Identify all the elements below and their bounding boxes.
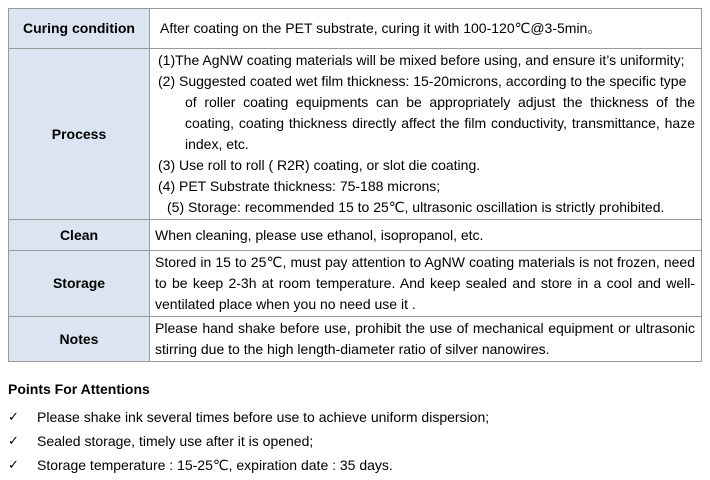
attentions-list [8, 405, 489, 477]
process-line: index, etc. [185, 136, 249, 152]
attentions-title: Points For Attentions [8, 381, 150, 397]
list-item [8, 429, 489, 453]
table-row-notes [9, 317, 702, 362]
list-item-text: Please shake ink several times before use to achieve uniform dispersion; [37, 409, 490, 425]
process-line: coating, coating thickness directly affect the film conductivity, transmittance, haze [185, 115, 695, 131]
process-line: (1)The AgNW coating materials will be mixed before using, and ensure it’s uniformity; [158, 52, 685, 68]
row-label: Process [9, 49, 150, 220]
process-line: of roller coating equipments can be appropriately adjust the thickness of the [185, 94, 695, 110]
table-row-clean [9, 220, 702, 251]
row-label: Notes [9, 317, 150, 362]
row-label: Storage [9, 251, 150, 317]
table-row-process [9, 49, 702, 220]
process-line: (2) Suggested coated wet film thickness: 15-20microns, according to the specific type [158, 73, 687, 89]
process-line: (4) PET Substrate thickness: 75-188 microns; [158, 178, 441, 194]
checkmark-icon: ✓ [8, 409, 19, 424]
list-item-text: Sealed storage, timely use after it is opened; [37, 433, 314, 449]
table-row-curing [9, 9, 702, 49]
row-label: Clean [9, 220, 150, 251]
checkmark-icon: ✓ [8, 433, 19, 448]
list-item [8, 405, 489, 429]
row-content: Stored in 15 to 25℃, must pay attention to AgNW coating materials is not frozen, need to be keep 2-3h at room temperature. And keep sealed and store in a cool and well-ventilated place when you no need use it . [150, 251, 702, 317]
table-row-storage [9, 251, 702, 317]
row-content: When cleaning, please use ethanol, isopropanol, etc. [150, 220, 702, 251]
checkmark-icon: ✓ [8, 457, 19, 472]
row-content [150, 49, 702, 220]
process-line: (3) Use roll to roll ( R2R) coating, or slot die coating. [158, 157, 481, 173]
spec-table [8, 8, 702, 362]
list-item-text: Storage temperature : 15-25℃, expiration date : 35 days. [37, 456, 393, 473]
list-item [8, 453, 489, 477]
process-line: (5) Storage: recommended 15 to 25℃, ultrasonic oscillation is strictly prohibited. [167, 199, 665, 215]
row-content: Please hand shake before use, prohibit the use of mechanical equipment or ultrasonic stirring due to the high length-diameter ratio of silver nanowires. [150, 317, 702, 362]
row-content: After coating on the PET substrate, curing it with 100-120℃@3-5min。 [150, 9, 702, 49]
row-label: Curing condition [9, 9, 150, 49]
